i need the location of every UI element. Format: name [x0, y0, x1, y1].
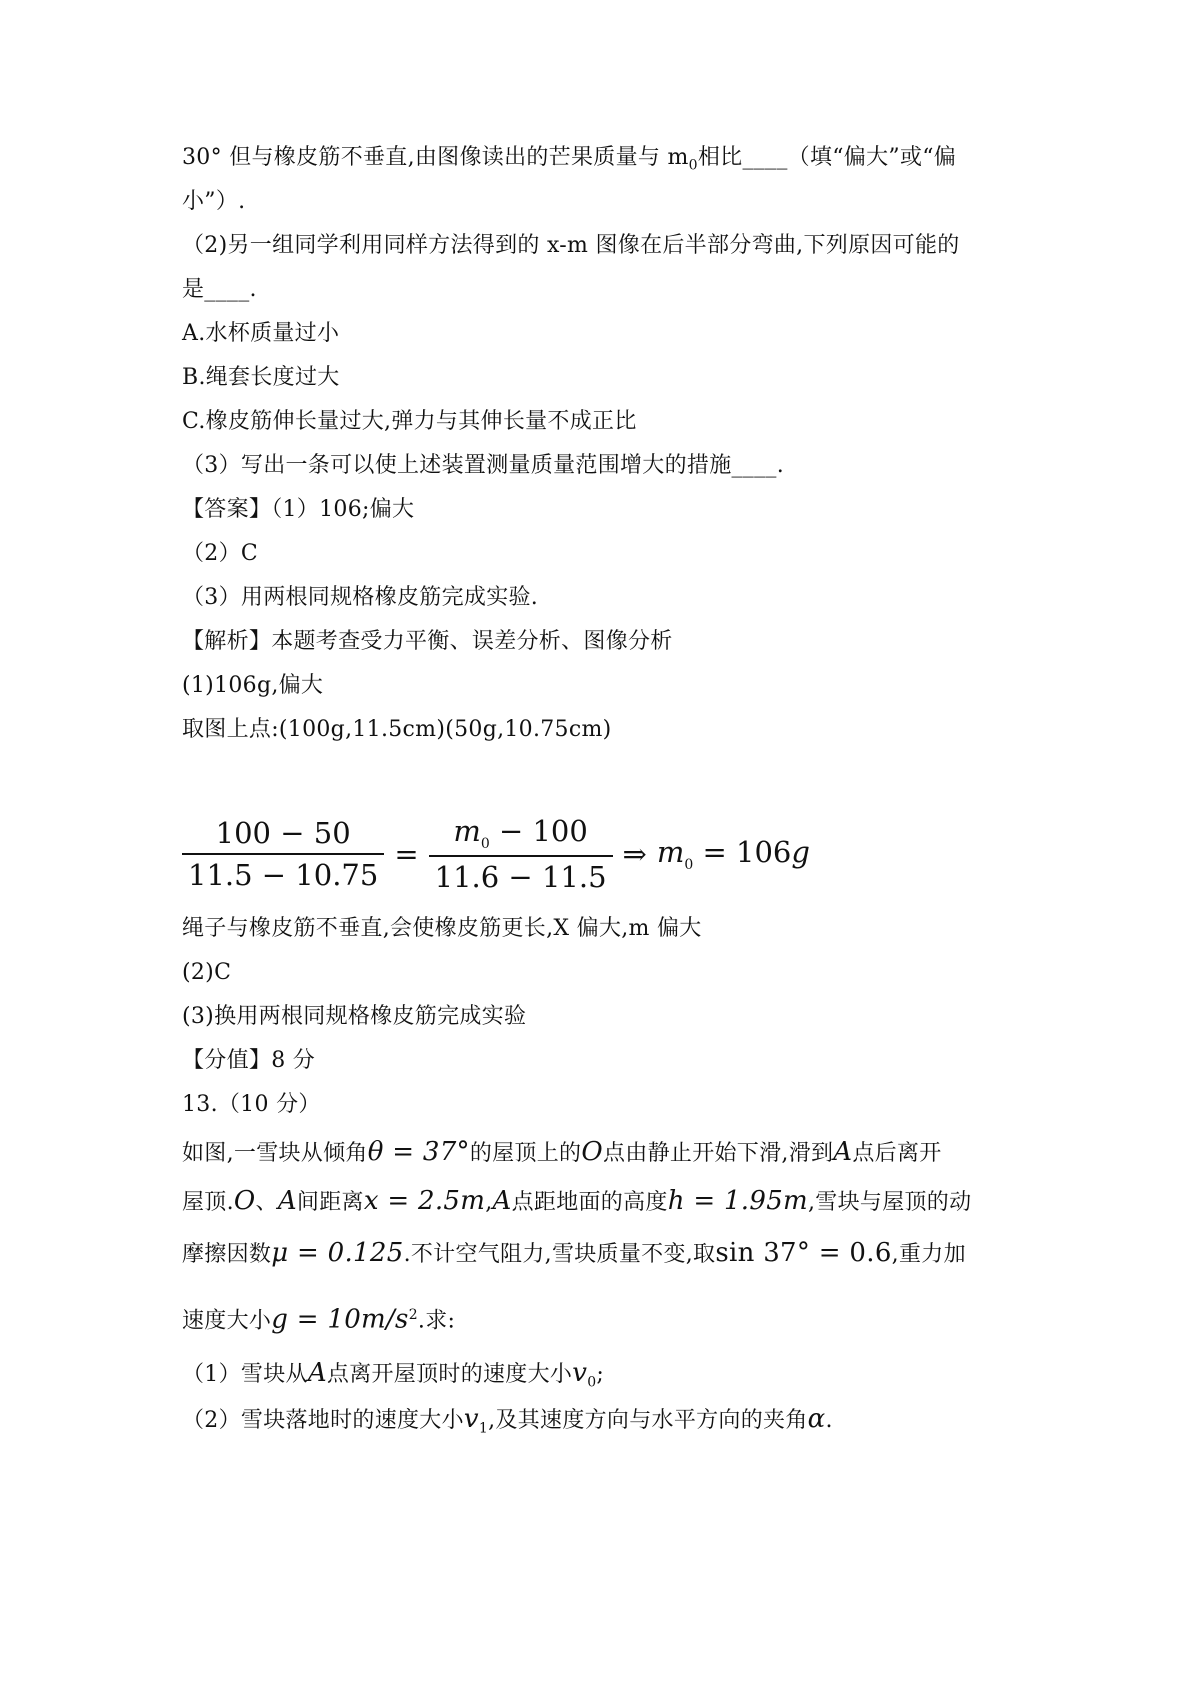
text-line: (3)换用两根同规格橡皮筋完成实验: [182, 1004, 527, 1029]
fraction: [429, 814, 613, 894]
numerator: [447, 814, 594, 852]
math-expression: θ = 37°: [367, 1137, 470, 1167]
sub-question-1: [182, 1358, 604, 1397]
question-number: 13.（10 分）: [182, 1092, 321, 1117]
text-segment: ,及其速度方向与水平方向的夹角: [488, 1408, 808, 1433]
math-symbol: v: [463, 1404, 479, 1434]
math-symbol: O: [233, 1186, 256, 1216]
answer-heading: 【答案】（1）106;偏大: [182, 497, 415, 522]
problem-line: [182, 1300, 455, 1336]
math-expression: sin 37° = 0.6: [715, 1238, 892, 1268]
text-segment: 点离开屋顶时的速度大小: [326, 1362, 573, 1387]
subscript: 0: [587, 1374, 597, 1391]
text-segment: 相比____（填“偏大”或“偏: [697, 145, 957, 170]
math-symbol: α: [807, 1404, 826, 1434]
text-segment: （1）雪块从: [182, 1362, 308, 1387]
text-line: 绳子与橡皮筋不垂直,会使橡皮筋更长,X 偏大,m 偏大: [182, 916, 702, 941]
math-symbol: O: [581, 1137, 603, 1167]
subscript: 0: [688, 157, 698, 174]
result: [657, 835, 810, 873]
math-symbol: A: [307, 1358, 327, 1388]
text-segment: 间距离: [296, 1190, 364, 1215]
text-line: （3）写出一条可以使上述装置测量质量范围增大的措施____.: [182, 453, 784, 478]
implies-arrow: ⇒: [622, 837, 647, 871]
math-symbol: A: [492, 1186, 512, 1216]
math-expression: g = 10m/s: [271, 1304, 409, 1335]
equals-sign: =: [394, 837, 419, 871]
denominator: 11.5 − 10.75: [188, 858, 379, 892]
math-expression: μ = 0.125: [271, 1238, 404, 1268]
text-line: （2)另一组同学利用同样方法得到的 x-m 图像在后半部分弯曲,下列原因可能的: [182, 233, 960, 258]
text-segment: 点距地面的高度: [511, 1190, 668, 1215]
text-segment: 、: [255, 1190, 278, 1215]
math-expression: x = 2.5m: [363, 1186, 486, 1216]
text-segment: 点由静止开始下滑,滑到: [603, 1141, 834, 1166]
text-segment: 点后离开: [852, 1141, 942, 1166]
text-line: 是____.: [182, 277, 257, 302]
text-segment: ,: [485, 1190, 493, 1215]
fraction: [182, 816, 384, 892]
text-segment: （2）雪块落地时的速度大小: [182, 1408, 464, 1433]
text-line: 小”）.: [182, 189, 246, 214]
text-segment: .不计空气阻力,雪块质量不变,取: [403, 1242, 716, 1267]
math-symbol: v: [572, 1358, 588, 1388]
math-symbol: A: [277, 1186, 297, 1216]
variable: m: [453, 814, 481, 849]
text-segment: ,雪块与屋顶的动: [808, 1190, 972, 1215]
text-segment: ,重力加: [891, 1242, 966, 1267]
expression: = 106: [693, 835, 792, 870]
score-line: 【分值】8 分: [182, 1048, 316, 1073]
text-segment: .求:: [417, 1308, 456, 1334]
option-b: B.绳套长度过大: [182, 365, 340, 390]
math-symbol: A: [833, 1137, 853, 1167]
sub-question-2: [182, 1404, 833, 1443]
problem-line: [182, 1238, 966, 1270]
option-c: C.橡皮筋伸长量过大,弹力与其伸长量不成正比: [182, 409, 637, 434]
superscript: 2: [408, 1307, 418, 1323]
fraction-bar: [182, 853, 384, 855]
text-line: [182, 143, 956, 180]
text-line: 取图上点:(100g,11.5cm)(50g,10.75cm): [182, 717, 612, 742]
expression: − 100: [489, 814, 588, 849]
problem-line: [182, 1186, 971, 1218]
subscript: 0: [480, 835, 490, 852]
text-segment: .: [825, 1408, 833, 1433]
text-line: (2)C: [182, 960, 232, 985]
problem-line: [182, 1137, 942, 1169]
text-segment: 摩擦因数: [182, 1242, 272, 1267]
math-expression: h = 1.95m: [667, 1186, 809, 1216]
denominator: 11.6 − 11.5: [434, 859, 607, 894]
text-segment: 屋顶.: [182, 1190, 234, 1215]
text-segment: 30° 但与橡皮筋不垂直,由图像读出的芒果质量与 m: [182, 145, 689, 170]
unit: g: [791, 835, 810, 870]
analysis-heading: 【解析】本题考查受力平衡、误差分析、图像分析: [182, 629, 673, 654]
fraction-bar: [429, 855, 613, 857]
text-segment: ;: [596, 1362, 605, 1387]
text-line: （2）C: [182, 541, 259, 566]
numerator: 100 − 50: [215, 816, 351, 850]
text-line: （3）用两根同规格橡皮筋完成实验.: [182, 585, 539, 610]
subscript: 0: [684, 856, 694, 873]
variable: m: [656, 835, 685, 870]
text-segment: 的屋顶上的: [469, 1141, 582, 1166]
text-segment: 速度大小: [182, 1308, 272, 1334]
option-a: A.水杯质量过小: [182, 321, 340, 346]
text-segment: 如图,一雪块从倾角: [182, 1141, 368, 1166]
text-line: (1)106g,偏大: [182, 673, 324, 698]
subscript: 1: [478, 1420, 489, 1437]
equation: [182, 816, 810, 892]
